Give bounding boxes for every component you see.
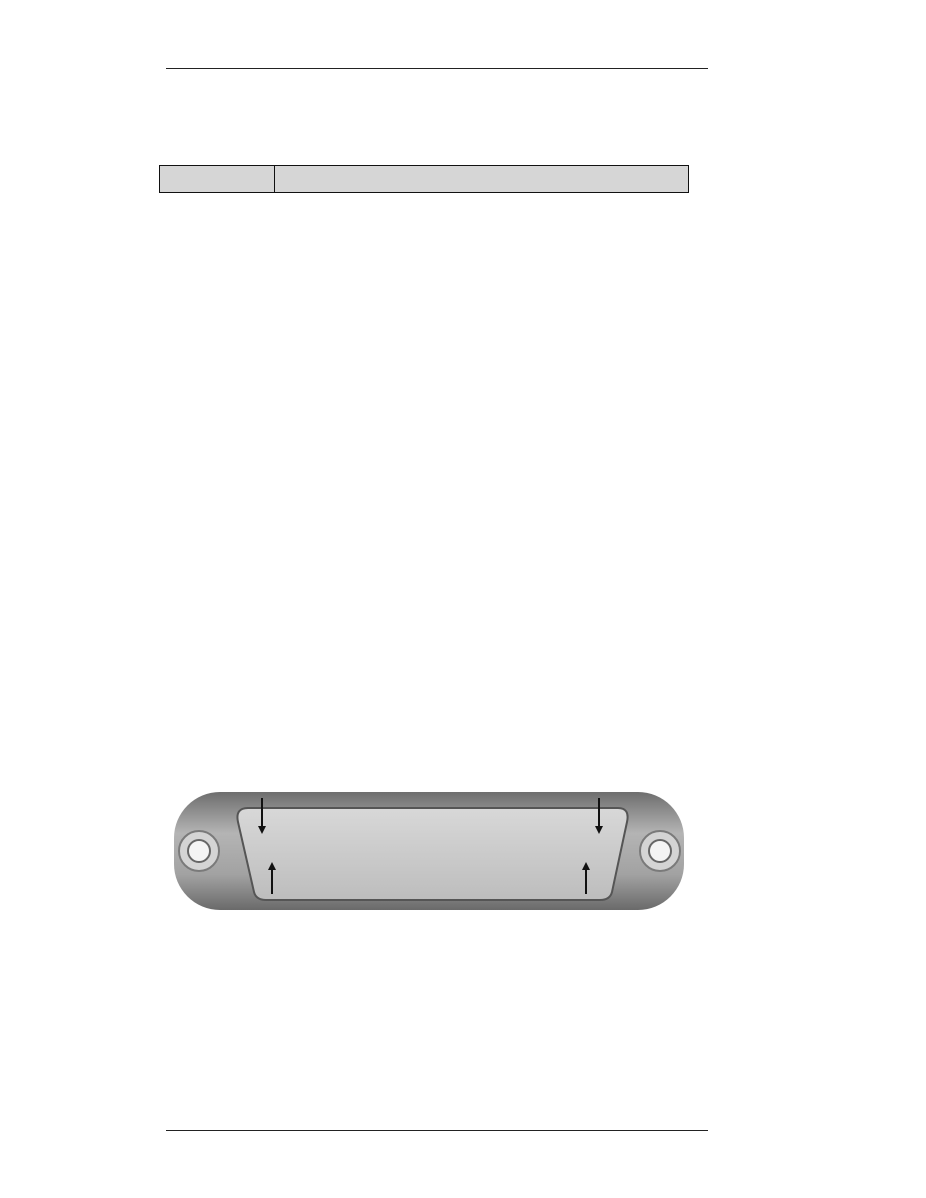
mounting-hole-left [179, 831, 219, 871]
column-header-pin [160, 166, 275, 193]
table-header-row [160, 166, 689, 193]
mounting-hole-right [640, 831, 680, 871]
connector-face [237, 808, 627, 900]
column-header-function [275, 166, 689, 193]
cn3-connector-image [172, 788, 686, 914]
cn3-pinout-table [159, 165, 689, 193]
page-footer [166, 1130, 708, 1151]
page-header [166, 51, 708, 69]
